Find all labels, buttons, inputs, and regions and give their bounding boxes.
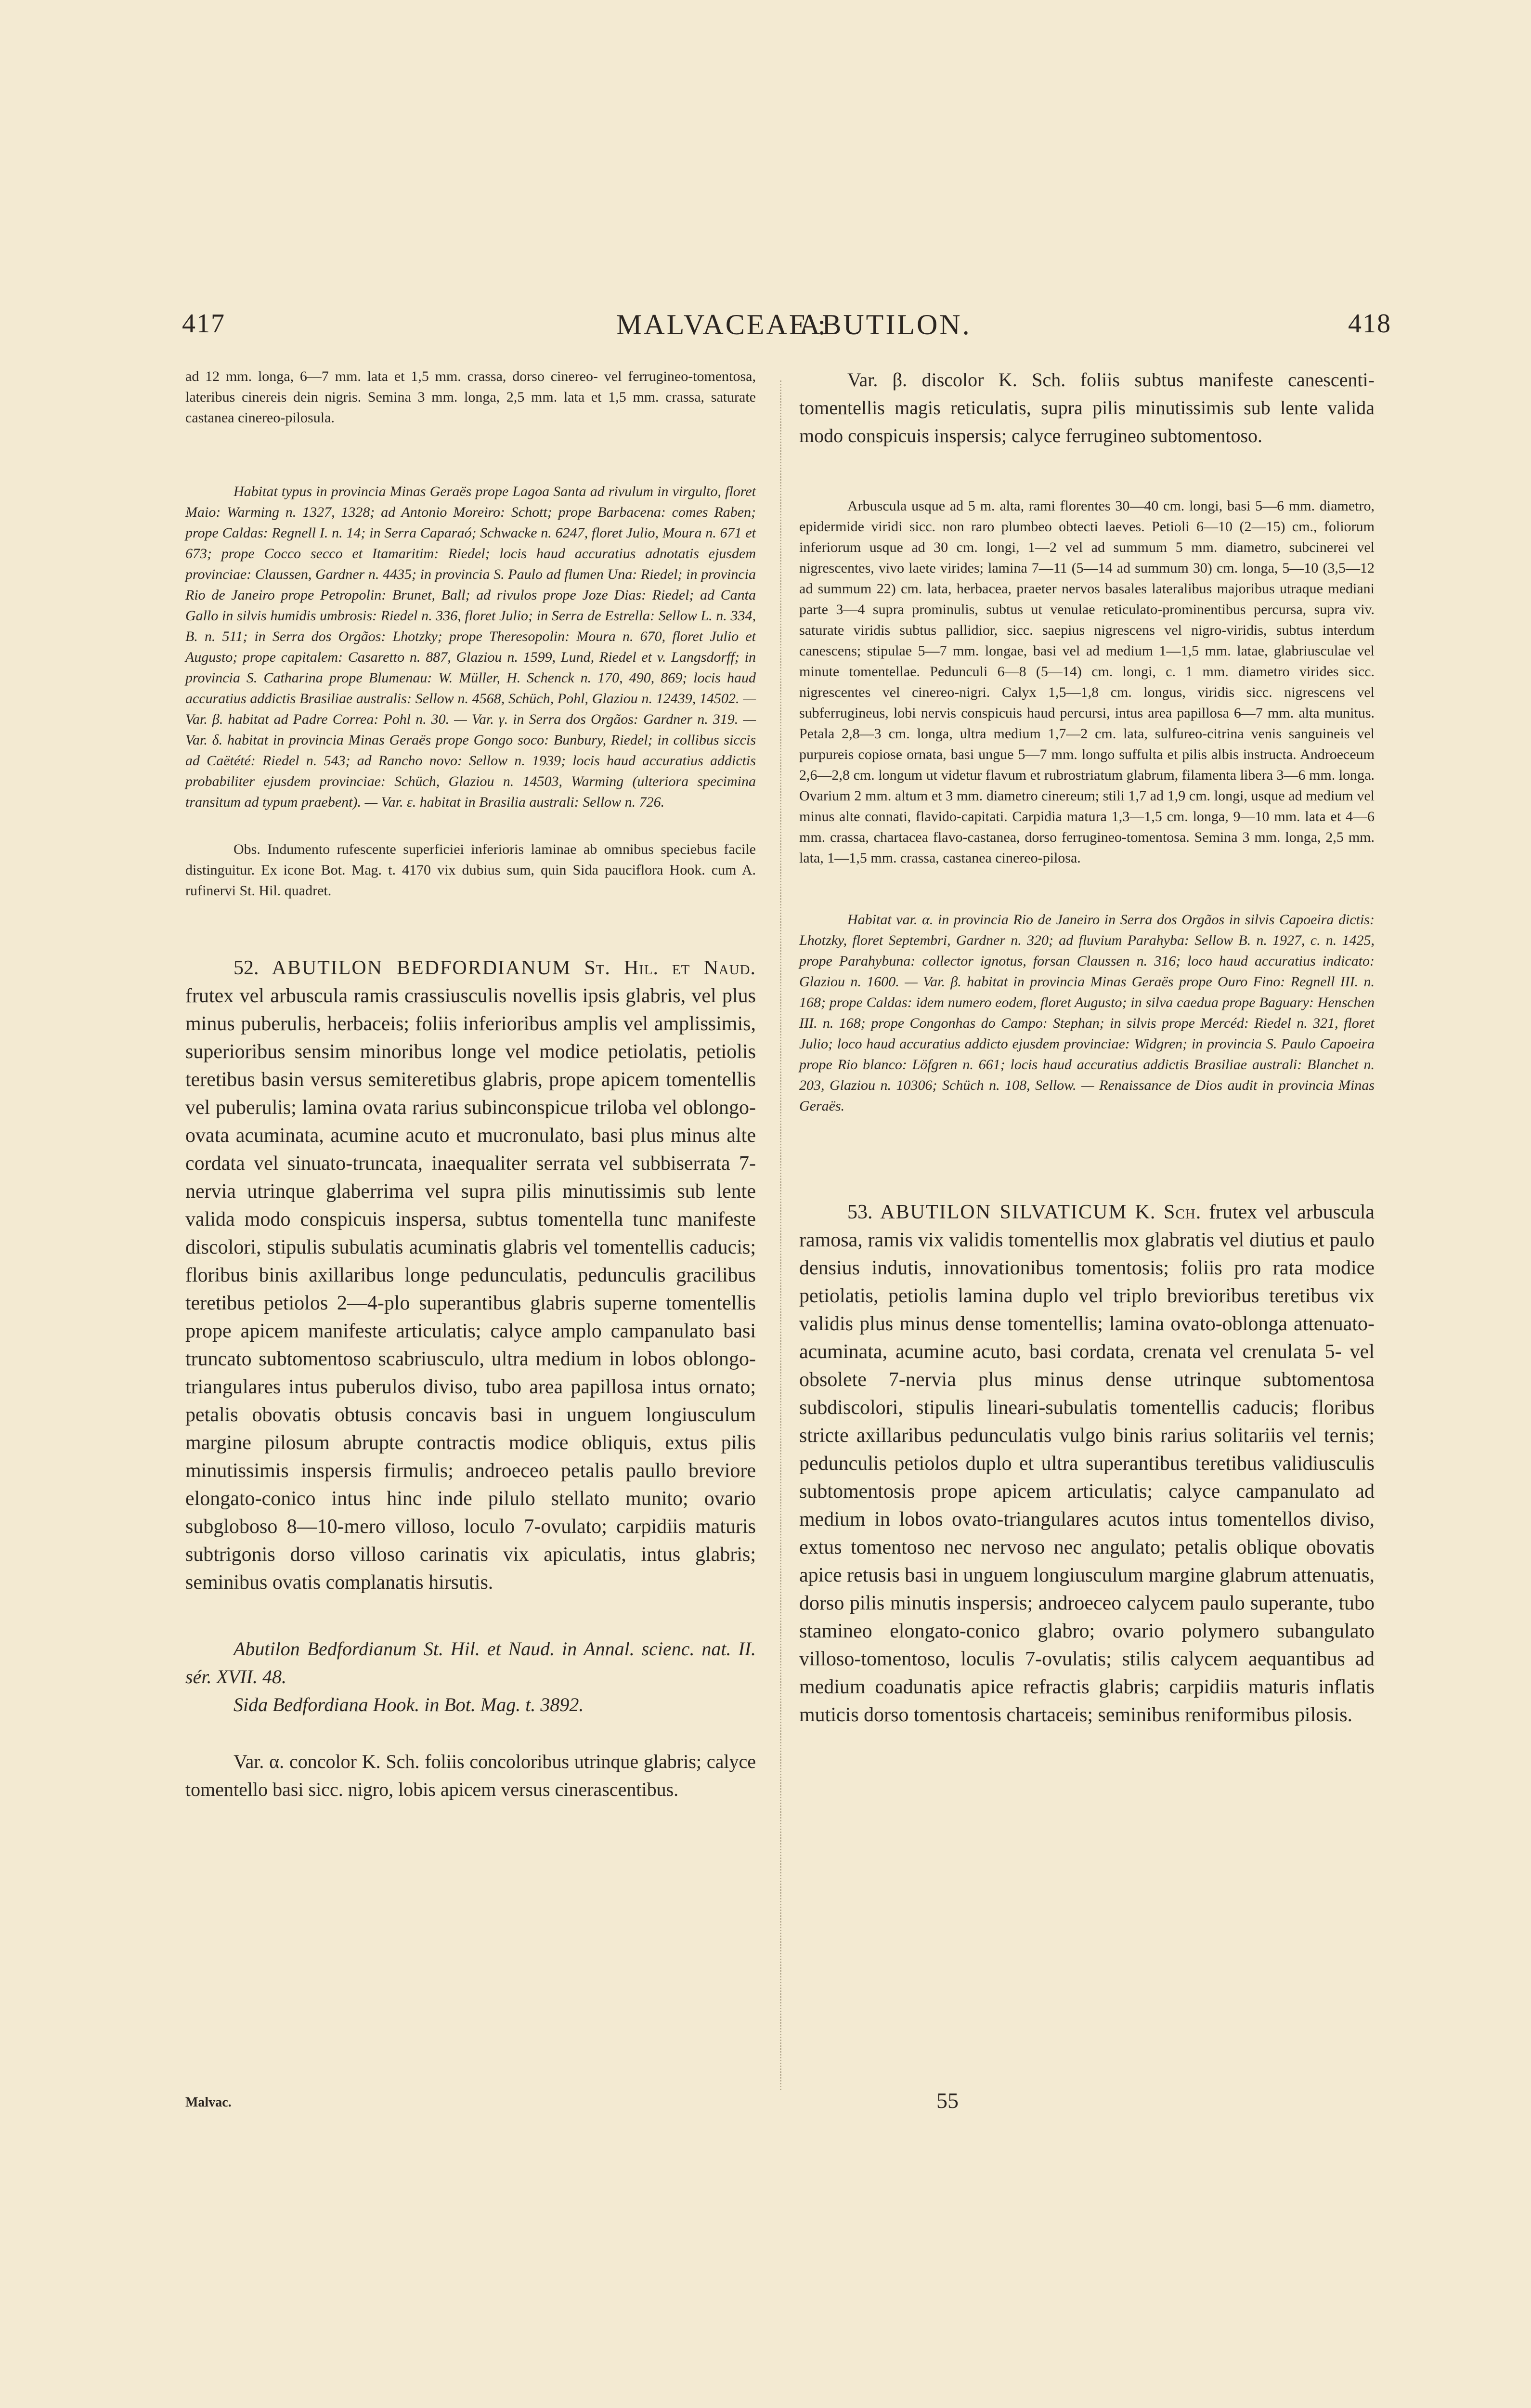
page-number-right: 418 bbox=[1348, 309, 1391, 339]
species-52-number: 52. bbox=[234, 957, 259, 979]
running-title-left: MALVACEAE : bbox=[616, 309, 828, 340]
signature-mark: Malvac. bbox=[185, 2095, 232, 2110]
species-53-author: K. Sch. bbox=[1135, 1201, 1202, 1223]
left-seed-description: ad 12 mm. longa, 6—7 mm. lata et 1,5 mm. crassa, dorso cinereo- vel ferrugineo-tomentosa, lateribus cinereis dein nigris. Semina 3 mm. longa, 2,5 mm. lata et 1,5 mm. crassa, saturate castanea cinereo-pilosula. bbox=[185, 368, 756, 426]
running-title-right: ABUTILON. bbox=[799, 309, 972, 340]
right-column bbox=[799, 366, 1375, 1729]
right-morphology-paragraph: Arbuscula usque ad 5 m. alta, rami florentes 30—40 cm. longi, basi 5—6 mm. diametro, epidermide viridi sicc. non raro plumbeo obtecti laeves. Petioli 6—10 (2—15) cm., foliorum inferiorum usque ad 30 cm. longi, 1—2 vel ad summum 5 mm. diametro, subcinerei vel nigrescentes, vivo laete virides; lamina 7—11 (5—14 ad summum 30) cm. longa, 5—10 (3,5—12 ad summum 22) cm. lata, herbacea, praeter nervos basales lateralibus majoribus utraque mediani parte 3—4 supra prominulis, subtus ut venulae reticulato-prominentibus percursa, supra viv. saturate viridis subtus pallidior, sicc. saepius nigrescens vel nigro-viridis, subtus interdum canescens; stipulae 5—7 mm. longae, basi vel ad medium 1—1,5 mm. latae, glabriusculae vel minute tomentellae. Pedunculi 6—8 (5—14) cm. longi, c. 1 mm. diametro virides sicc. nigrescentes vel cinereo-nigri. Calyx 1,5—1,8 cm. longus, viridis sicc. nigrescens vel subferrugineus, lobi nervis conspicuis haud percursi, intus area papillosa 6—7 mm. alta munitus. Petala 2,8—3 cm. longa, ultra medium 1,7—2 cm. lata, sulfureo-citrina venis sanguineis vel purpureis copiose ornata, basi ungue 5—7 mm. longo suffulta et pilis albis instructa. Androeceum 2,6—2,8 cm. longum ut videtur flavum et rubrostriatum glabrum, filamenta libera 3—6 mm. longa. Ovarium 2 mm. altum et 3 mm. diametro cinereum; stili 1,7 ad 1,9 cm. longi, usque ad medium vel minus alte connati, flavido-capitati. Carpidia matura 1,3—1,5 cm. longa, 9—10 mm. lata et 4—6 mm. crassa, chartacea flavo-castanea, dorso ferrugineo-tomentosa. Semina 3 mm. longa, 2,5 mm. lata, 1—1,5 mm. crassa, castanea cinereo-pilosa. bbox=[799, 498, 1375, 866]
page-number-left: 417 bbox=[182, 309, 225, 339]
column-divider bbox=[780, 380, 783, 2090]
left-observation: Obs. Indumento rufescente superficiei inferioris laminae ab omnibus speciebus facile distinguitur. Ex icone Bot. Mag. t. 4170 vix dubius sum, quin Sida pauciflora Hook. cum A. rufinervi St. Hil. quadret. bbox=[185, 841, 756, 899]
species-53-description bbox=[799, 1198, 1375, 1729]
left-habitat-paragraph: Habitat typus in provincia Minas Geraës prope Lagoa Santa ad rivulum in virgulto, floret Maio: Warming n. 1327, 1328; ad Antonio Moreiro: Schott; prope Barbacena: comes Raben; prope Caldas: Regnell I. n. 14; in Serra Caparaó; Schwacke n. 6247, floret Julio, Moura n. 671 et 673; prope Cocco secco et Itamaritim: Riedel; locis haud accuratius adnotatis ejusdem provinciae: Claussen, Gardner n. 4435; in provincia S. Paulo ad flumen Una: Riedel; in provincia Rio de Janeiro prope Petropolin: Brunet, Ball; ad rivulos prope Joze Dias: Riedel; ad Canta Gallo in silvis humidis umbrosis: Riedel n. 336, floret Julio; in Serra de Estrella: Sellow L. n. 334, B. n. 511; in Serra dos Orgãos: Lhotzky; prope Theresopolin: Moura n. 670, floret Julio et Augusto; prope capitalem: Casaretto n. 887, Glaziou n. 1599, Lund, Riedel et v. Langsdorff; in provincia S. Catharina prope Blumenau: W. Müller, H. Schenck n. 170, 490, 869; locis haud accuratius addictis Brasiliae australis: Sellow n. 4568, Schüch, Pohl, Glaziou n. 12439, 14502. — Var. β. habitat ad Padre Correa: Pohl n. 30. — Var. γ. in Serra dos Orgãos: Gardner n. 319. — Var. δ. habitat in provincia Minas Geraës prope Gongo soco: Bunbury, Riedel; in collibus siccis ad Caëtété: Riedel n. 543; ad Rancho novo: Sellow n. 1939; locis haud accuratius addictis probabiliter ejusdem provinciae: Schüch, Glaziou n. 14503, Warming (ulteriora specimina transitum ad typum praebent). — Var. ε. habitat in Brasilia australi: Sellow n. 726. bbox=[185, 484, 756, 810]
species-52-text: frutex vel arbuscula ramis crassiusculis novellis ipsis glabris, vel plus minus puberulis, herbaceis; foliis inferioribus amplis vel amplissimis, superioribus sensim minoribus longe vel modice petiolatis, petiolis teretibus basin versus semiteretibus glabris, prope apicem tomentellis vel puberulis; lamina ovata rarius subinconspicue triloba vel oblongo-ovata acuminata, acumine acuto et mucronulato, basi plus minus alte cordata vel sinuato-truncata, inaequaliter serrata vel subbiserrata 7-nervia utrinque glaberrima vel supra pilis minutissimis sub lente valida modo conspicuis inspersa, subtus tomentella tunc manifeste discolori, stipulis subulatis acuminatis glabris vel tomentellis caducis; floribus binis axillaribus longe pedunculatis, pedunculis gracilibus teretibus petiolos 2—4-plo superantibus glabris superne tomentellis prope apicem manifeste articulatis; calyce amplo campanulato basi truncato subtomentoso scabriusculo, ultra medium in lobos oblongo-triangulares intus puberulos diviso, tubo area papillosa intus ornato; petalis obovatis obtusis concavis basi in unguem longiusculum margine pilosum abrupte contractis modice obliquis, extus pilis minutissimis inspersis firmulis; androeceo petalis paullo breviore elongato-conico intus hinc inde pilulo stellato munito; ovario subgloboso 8—10-mero villoso, loculo 7-ovulato; carpidiis maturis subtrigonis dorso villoso carinatis vix apiculatis, intus glabris; seminibus ovatis complanatis hirsutis. bbox=[185, 985, 756, 1594]
species-53-text: frutex vel arbuscula ramosa, ramis vix validis tomentellis mox glabratis vel diutius et paulo densius indutis, innovationibus tomentosis; foliis pro rata modice petiolatis, petiolis lamina duplo vel triplo brevioribus teretibus vix validis plus minus dense tomentellis; lamina ovato-oblonga attenuato-acuminata, acumine acuto, basi cordata, crenata vel crenulata 5- vel obsolete 7-nervia plus minus dense utrinque subtomentosa subdiscolori, stipulis lineari-subulatis tomentellis caducis; floribus stricte axillaribus pedunculatis vulgo binis rarius solitariis vel ternis; pedunculis petiolos duplo et ultra superantibus teretibus validiusculis subtomentosis prope apicem articulatis; calyce campanulato ad medium in lobos ovato-triangulares acutos intus tomentellos diviso, extus tomentoso nec nervoso nec angulato; petalis oblique obovatis apice retusis basi in unguem longiusculum margine glabrum attenuatis, dorso pilis minutis inspersis; androeceo calycem paulo superante, tubo stamineo elongato-conico glabro; ovario polymero subangulato villoso-tomentoso, loculis 7-ovulatis; stilis calycem aequantibus ad medium coadunatis apice refractis glabris; carpidiis maturis inflatis muticis dorso tomentosis chartaceis; seminibus reniformibus pilosis. bbox=[799, 1201, 1375, 1726]
species-53-number: 53. bbox=[847, 1201, 873, 1223]
variety-beta: Var. β. discolor K. Sch. foliis subtus manifeste canescenti-tomentellis magis reticulatis, supra pilis minutissimis sub lente valida modo conspicuis inspersis; calyce ferrugineo subtomentoso. bbox=[799, 369, 1375, 446]
species-52-description bbox=[185, 954, 756, 1597]
species-52-author: St. Hil. et Naud. bbox=[584, 957, 756, 979]
species-53-name: ABUTILON SILVATICUM bbox=[880, 1201, 1128, 1223]
variety-alpha: Var. α. concolor K. Sch. foliis concoloribus utrinque glabris; calyce tomentello basi sicc. nigro, lobis apicem versus cinerascentibus. bbox=[185, 1751, 756, 1800]
synonym-sida: Sida Bedfordiana Hook. in Bot. Mag. t. 3892. bbox=[234, 1694, 584, 1715]
synonym-abutilon: Abutilon Bedfordianum St. Hil. et Naud. in Annal. scienc. nat. II. sér. XVII. 48. bbox=[185, 1638, 756, 1688]
left-column bbox=[185, 366, 756, 1804]
species-52-name: ABUTILON BEDFORDIANUM bbox=[272, 957, 571, 979]
right-habitat-paragraph: Habitat var. α. in provincia Rio de Janeiro in Serra dos Orgãos in silvis Capoeira dictis: Lhotzky, floret Septembri, Gardner n. 320; ad fluvium Parahyba: Sellow B. n. 1927, c. n. 1425, prope Parahybuna: collector ignotus, forsan Claussen n. 316; loco haud accuratius indicato: Glaziou n. 1600. — Var. β. habitat in provincia Minas Geraës prope Ouro Fino: Regnell III. n. 168; prope Caldas: idem numero eodem, floret Augusto; in silva caedua prope Baguary: Henschen III. n. 168; prope Congonhas do Campo: Stephan; in silvis prope Mercéd: Riedel n. 321, floret Julio; loco haud accuratius addicto ejusdem provinciae: Widgren; in provincia S. Paulo Capoeira prope Rio blanco: Löfgren n. 661; locis haud accuratius addictis Brasiliae australi: Blanchet n. 203, Glaziou n. 10306; Schüch n. 108, Sellow. — Renaissance de Dios audit in provincia Minas Geraës. bbox=[799, 912, 1375, 1114]
sheet-number: 55 bbox=[936, 2088, 959, 2113]
